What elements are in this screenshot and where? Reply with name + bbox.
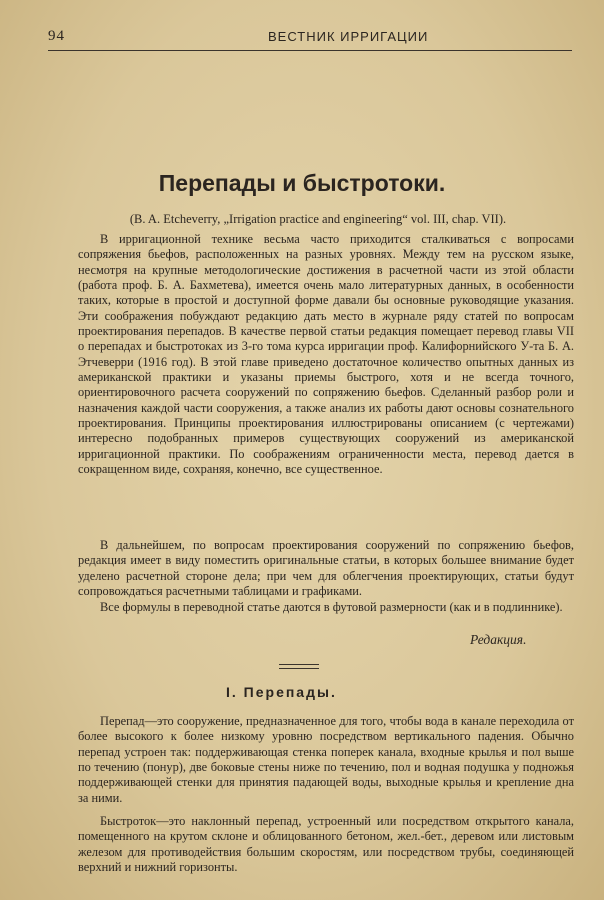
running-header: [48, 26, 572, 51]
editorial-signature: Редакция.: [470, 632, 527, 647]
section-paragraph-2: Быстроток—это наклонный перепад, устроенный или посредством открытого канала, помещенного на крутом склоне и облицованного бетоном, жел.-бет., деревом или листовым железом для противодействия большим скоростям, или посредством трубы, соединяющей верхний и нижний горизонты.: [78, 814, 574, 875]
section-heading: I. Перепады.: [226, 684, 337, 700]
intro-paragraph-1: В ирригационной технике весьма часто приходится сталкиваться с вопросами сопряжения бьефов, расположенных на разных уровнях. Между тем на русском языке, несмотря на крупные методологические достижения в расчетной части из этой области (работа проф. Б. А. Бахметева), имеется очень мало литературных данных, в особенности таких, которые в простой и доступной форме давали бы основные руководящие указания. Эти соображения побуждают редакцию дать место в журнале ряду статей по вопросам проектирования перепадов. В качестве первой статьи редакция помещает перевод главы VII о перепадах и быстротоках из 3-го тома курса ирригации проф. Калифорнийского У-та Б. А. Этчеверри (1916 год). В этой главе приведено достаточное количество опытных данных из американской практики и указаны приемы быстрого, хотя и не всегда точного, ориентировочного расчета сооружений по сопряжению бьефов. Сделанный разбор роли и назначения каждой части сооружения, а также анализ их работы дают основы сознательного проектирования. Принципы проектирования иллюстрированы описанием (с чертежами) интересно подобранных примеров существующих сооружений из американской ирригационной практики. По соображениям ограниченности места, перевод дается в сокращенном виде, сохраняя, конечно, все существенное.: [78, 232, 574, 477]
section-divider: [279, 664, 319, 669]
section-paragraph-1: Перепад—это сооружение, предназначенное для того, чтобы вода в канале переходила от более высокого к более низкому уровню посредством вертикального падения. Обычно перепад устроен так: поддерживающая стенка поперек канала, входные крылья и пол выше по течению (понур), две боковые стены ниже по течению, пол и водная подушка у подножья поддерживающей стенки для принятия падающей воды, выходные крылья и крепление дна за ними.: [78, 714, 574, 805]
journal-name: ВЕСТНИК ИРРИГАЦИИ: [268, 29, 429, 44]
article-title: Перепады и быстротоки.: [158, 170, 446, 196]
intro-paragraph-3: Все формулы в переводной статье даются в футовой размерности (как и в подлиннике).: [100, 600, 563, 614]
page-number: 94: [48, 28, 65, 44]
intro-paragraph-2: В дальнейшем, по вопросам проектирования сооружений по сопряжению бьефов, редакция имеет в виду поместить оригинальные статьи, в которых большее внимание будет уделено расчетной стороне дела; при чем для облегчения проектирующих, статьи будут сопровождаться расчетными таблицами и графиками.: [78, 538, 574, 599]
article-source-citation: (B. A. Etcheverry, „Irrigation practice and engineering“ vol. III, chap. VII).: [129, 212, 507, 226]
